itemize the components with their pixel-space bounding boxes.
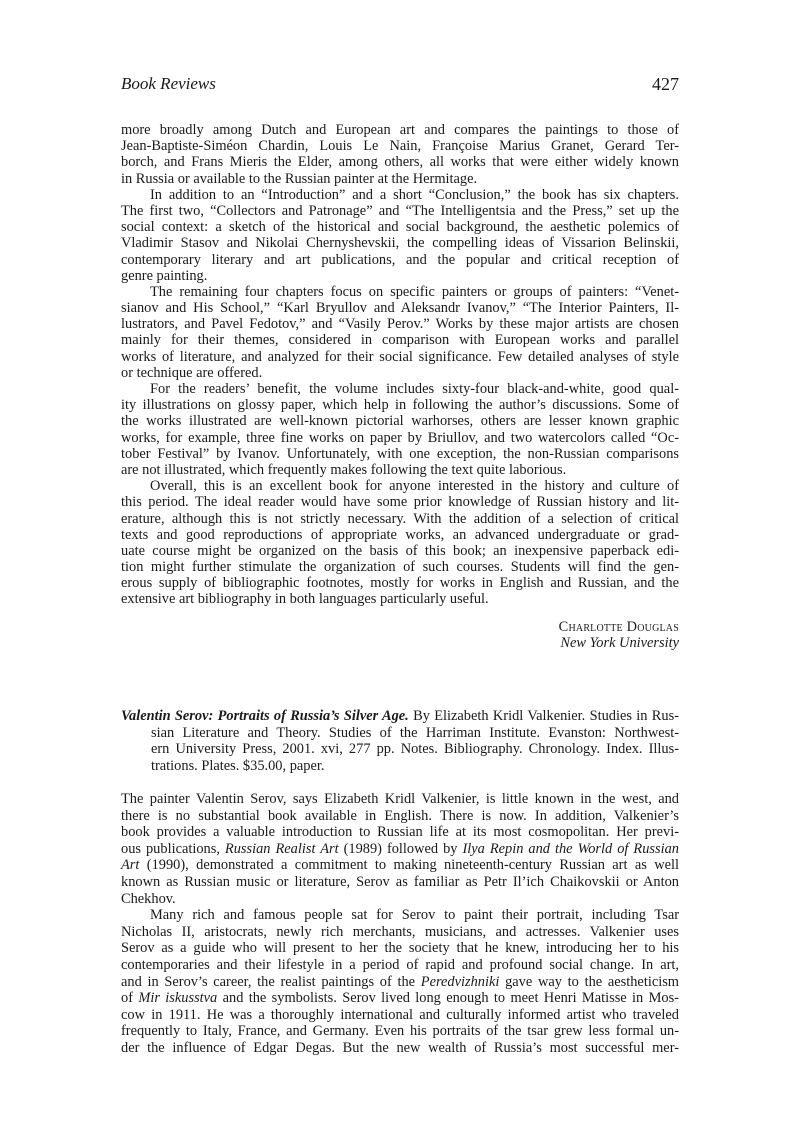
text-line: mainly for their themes, considered in comparison with European works and parallel bbox=[121, 332, 679, 349]
text-line: ern University Press, 2001. xvi, 277 pp. Notes. Bibliography. Chronology. Index. Illus- bbox=[151, 741, 679, 757]
review-1-text bbox=[121, 122, 679, 608]
text-run: and the symbolists. Serov lived long enough to meet Henri Matisse in Mos- bbox=[217, 990, 679, 1007]
text-line: borch, and Frans Mieris the Elder, among others, all works that were either widely known bbox=[121, 154, 679, 171]
text-line: frequently to Italy, France, and Germany. Even his portraits of the tsar grew less formal un- bbox=[121, 1023, 679, 1040]
text-line: extensive art bibliography in both languages particularly useful. bbox=[121, 591, 489, 608]
text-line: erature, although this is not strictly necessary. With the addition of a selection of critical bbox=[121, 510, 679, 527]
italic-title: Russian Realist Art bbox=[224, 840, 339, 857]
paragraph bbox=[121, 791, 679, 907]
text-line: tober Festival” by Ivanov. Unfortunately, with one exception, the non-Russian comparisons bbox=[121, 445, 679, 462]
review-2-text bbox=[121, 791, 679, 1057]
review-2-citation bbox=[121, 708, 679, 774]
text-line: Many rich and famous people sat for Serov to paint their portrait, including Tsar bbox=[150, 907, 679, 924]
italic-title: Valentin Serov: Portraits of Russia’s Silver Age. bbox=[121, 708, 409, 724]
text-line: Overall, this is an excellent book for anyone interested in the history and culture of bbox=[150, 478, 679, 495]
text-line: Vladimir Stasov and Nikolai Chernyshevskii, the compelling ideas of Vissarion Belinskii, bbox=[121, 235, 679, 252]
text-run: (1990), demonstrated a commitment to making nineteenth-century Russian art as well bbox=[139, 857, 679, 874]
text-run: By Elizabeth Kridl Valkenier. Studies in Rus- bbox=[408, 708, 679, 724]
paragraph bbox=[121, 284, 679, 381]
text-line: contemporary literary and art publications, and the popular and critical reception of bbox=[121, 251, 679, 268]
text-line: Chekhov. bbox=[121, 890, 176, 907]
italic-title: Ilya Repin and the World of Russian bbox=[462, 840, 679, 857]
text-line: the works illustrated are well-known pictorial warhorses, others are lesser known graphic bbox=[121, 413, 679, 430]
text-line: this period. The ideal reader would have some prior knowledge of Russian history and lit- bbox=[121, 494, 679, 511]
running-head: Book Reviews bbox=[121, 74, 216, 93]
text-line: The first two, “Collectors and Patronage” and “The Intelligentsia and the Press,” set up the bbox=[121, 202, 679, 219]
text-line: der the influence of Edgar Degas. But the new wealth of Russia’s most successful mer- bbox=[121, 1039, 679, 1056]
paragraph bbox=[121, 907, 679, 1056]
text-run: and in Serov’s career, the realist paintings of the bbox=[121, 973, 421, 990]
text-line bbox=[121, 857, 679, 874]
text-line: trations. Plates. $35.00, paper. bbox=[151, 757, 325, 774]
text-line: Jean-Baptiste-Siméon Chardin, Louis Le Nain, Françoise Marius Granet, Gerard Ter- bbox=[121, 138, 679, 155]
paragraph bbox=[121, 708, 679, 774]
text-line: In addition to an “Introduction” and a short “Conclusion,” the book has six chapters. bbox=[150, 186, 679, 203]
text-line: in Russia or available to the Russian painter at the Hermitage. bbox=[121, 170, 478, 187]
text-line: works of literature, and analyzed for their social significance. Few detailed analyses of style bbox=[121, 348, 679, 365]
text-run: gave way to the aestheticism bbox=[499, 973, 679, 990]
text-line: are not illustrated, which frequently makes following the text quite laborious. bbox=[121, 461, 567, 478]
text-line bbox=[121, 841, 679, 858]
text-line: uate course might be organized on the basis of this book; an inexpensive paperback edi- bbox=[121, 542, 679, 559]
text-line: For the readers’ benefit, the volume includes sixty-four black-and-white, good qual- bbox=[150, 381, 679, 397]
text-line: there is no substantial book available in English. There is now. In addition, Valkenier’s bbox=[121, 807, 679, 824]
reviewer-affiliation: New York University bbox=[560, 635, 679, 652]
text-line: lustrators, and Pavel Fedotov,” and “Vasily Perov.” Works by these major artists are chosen bbox=[121, 316, 679, 333]
text-run: of bbox=[121, 990, 139, 1007]
paragraph bbox=[121, 478, 679, 608]
text-run: (1989) followed by bbox=[338, 840, 463, 857]
paragraph bbox=[121, 381, 679, 478]
text-line: contemporaries and their lifestyle in a period of rapid and profound social change. In art, bbox=[121, 956, 679, 973]
reviewer-signature bbox=[559, 619, 679, 652]
text-line: genre painting. bbox=[121, 267, 208, 284]
text-line bbox=[121, 990, 679, 1007]
text-line: tion might further stimulate the organization of such courses. Students will find the gen- bbox=[121, 559, 679, 576]
text-line: book provides a valuable introduction to Russian life at its most cosmopolitan. Her previ- bbox=[121, 824, 679, 841]
text-line: known as Russian music or literature, Serov as familiar as Petr Il’ich Chaikovskii or Anton bbox=[121, 873, 679, 890]
text-line: works, for example, three fine works on paper by Briullov, and two watercolors called “Oc- bbox=[121, 429, 679, 446]
italic-title: Peredvizhniki bbox=[420, 973, 500, 990]
text-line: sian Literature and Theory. Studies of the Harriman Institute. Evanston: Northwest- bbox=[151, 724, 679, 741]
text-line bbox=[121, 708, 679, 725]
text-line: cow in 1911. He was a thoroughly international and culturally informed artist who traveled bbox=[121, 1006, 679, 1023]
paragraph bbox=[121, 122, 679, 187]
reviewer-name: Charlotte Douglas bbox=[558, 619, 679, 635]
italic-title: Art bbox=[121, 857, 140, 874]
text-line: texts and good reproductions of appropriate works, an advanced undergraduate or grad- bbox=[121, 526, 679, 543]
text-line: The painter Valentin Serov, says Elizabeth Kridl Valkenier, is little known in the west, and bbox=[121, 791, 679, 807]
text-line: or technique are offered. bbox=[121, 364, 263, 381]
text-line: Nicholas II, aristocrats, newly rich merchants, musicians, and actresses. Valkenier uses bbox=[121, 923, 679, 940]
text-line: ity illustrations on glossy paper, which help in following the author’s discussions. Some of bbox=[121, 397, 679, 414]
page-number: 427 bbox=[652, 74, 679, 94]
text-line: social context: a sketch of the historical and social background, the aesthetic polemics of bbox=[121, 219, 679, 236]
italic-title: Mir iskusstva bbox=[138, 990, 218, 1007]
text-line: erous supply of bibliographic footnotes, mostly for works in English and Russian, and the bbox=[121, 575, 679, 592]
text-line: The remaining four chapters focus on specific painters or groups of painters: “Venet- bbox=[150, 283, 679, 300]
text-run: ous publications, bbox=[121, 840, 225, 857]
text-line: sianov and His School,” “Karl Bryullov and Aleksandr Ivanov,” “The Interior Painters, Il- bbox=[121, 300, 679, 317]
text-line bbox=[121, 974, 679, 991]
paragraph bbox=[121, 187, 679, 284]
text-line: more broadly among Dutch and European art and compares the paintings to those of bbox=[121, 122, 679, 138]
text-line: Serov as a guide who will present to her the society that he knew, introducing her to his bbox=[121, 940, 679, 957]
